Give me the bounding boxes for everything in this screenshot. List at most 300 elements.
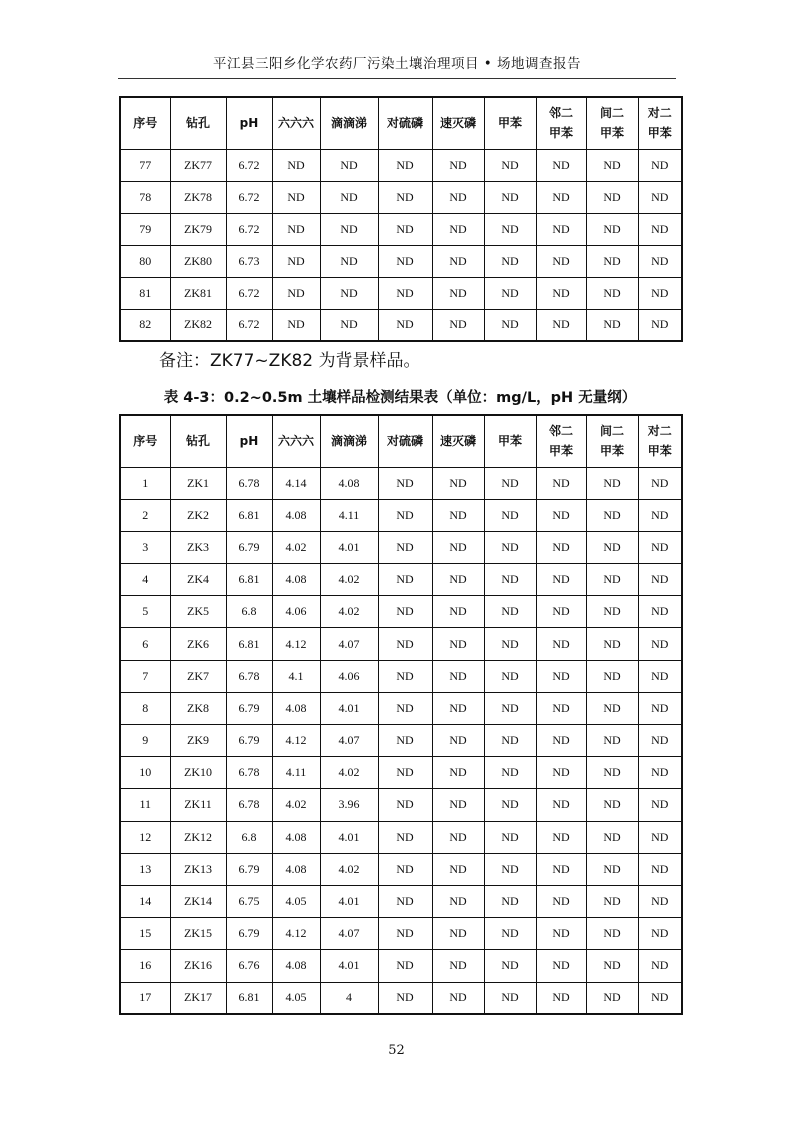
page-header: 平江县三阳乡化学农药厂污染土壤治理项目 • 场地调查报告 [212,56,582,72]
table-body [120,149,682,341]
table-cell: ND [536,277,586,309]
table-cell: ND [378,982,432,1014]
table-cell: ND [484,725,536,757]
table-cell: ND [586,628,638,660]
table-cell: ND [378,596,432,628]
table-cell: 4.07 [320,725,378,757]
table-cell: ND [378,853,432,885]
table-cell: ND [638,499,682,531]
table-cell: 4.12 [272,918,320,950]
table-cell: ND [484,950,536,982]
table-cell: ND [432,531,484,563]
table-cell: ND [432,725,484,757]
column-header: 六六六 [272,97,320,149]
table-cell: ND [586,531,638,563]
table-cell: 6.78 [226,660,272,692]
table-cell: ND [638,467,682,499]
table-cell: ZK1 [170,467,226,499]
table-cell: ND [378,181,432,213]
column-header: 序号 [120,415,170,467]
table-cell: ND [586,660,638,692]
table-cell: 6.72 [226,309,272,341]
table-cell: ND [320,149,378,181]
table-cell: ND [484,181,536,213]
table-cell: 81 [120,277,170,309]
table-cell: ZK17 [170,982,226,1014]
table-cell: 4 [120,564,170,596]
table-cell: ND [378,660,432,692]
table-cell: ND [536,467,586,499]
table-cell: ND [586,467,638,499]
table-cell: 9 [120,725,170,757]
table-row [120,982,682,1014]
table-body [120,467,682,1014]
table-cell: 4.11 [320,499,378,531]
column-header: 钻孔 [170,415,226,467]
table-cell: ND [536,692,586,724]
table-cell: 4.01 [320,821,378,853]
table-cell: ND [638,821,682,853]
table-cell: 6.8 [226,821,272,853]
table-cell: ND [484,692,536,724]
table-cell: ND [378,885,432,917]
table-cell: 6.72 [226,277,272,309]
table-row [120,596,682,628]
table-cell: ND [586,789,638,821]
table-cell: ZK11 [170,789,226,821]
column-header: 对硫磷 [378,415,432,467]
table-cell: ND [320,213,378,245]
table-cell: ND [536,309,586,341]
table-cell: 4.11 [272,757,320,789]
results-table-4-3 [119,414,683,1015]
table-cell: ND [536,213,586,245]
table-cell: ND [320,181,378,213]
table-cell: 6.79 [226,725,272,757]
table-row [120,757,682,789]
table-cell: ZK9 [170,725,226,757]
table-cell: ND [536,918,586,950]
table-cell: ND [586,821,638,853]
table-cell: ND [432,564,484,596]
column-header: 甲苯 [484,97,536,149]
table-cell: ND [536,564,586,596]
table-cell: ND [586,596,638,628]
table-cell: 6.78 [226,789,272,821]
table-cell: ND [586,245,638,277]
table-cell: ND [586,149,638,181]
table-cell: 79 [120,213,170,245]
column-header: pH [226,97,272,149]
table-cell: ND [638,564,682,596]
column-header: 六六六 [272,415,320,467]
table-cell: ZK14 [170,885,226,917]
table-cell: ND [586,564,638,596]
table-row [120,277,682,309]
table-cell: ND [378,789,432,821]
column-header: 邻二 甲苯 [536,415,586,467]
table-row [120,213,682,245]
table-cell: 6.79 [226,918,272,950]
table-cell: ND [586,853,638,885]
table-cell: ND [378,213,432,245]
table-cell: 6.81 [226,628,272,660]
table-cell: ND [586,885,638,917]
table-cell: 4.12 [272,725,320,757]
table-cell: 6.79 [226,853,272,885]
column-header: 速灭磷 [432,97,484,149]
table-cell: ND [638,692,682,724]
table-cell: ND [536,725,586,757]
table-cell: 4.05 [272,982,320,1014]
table-cell: ND [378,628,432,660]
table-cell: 6.75 [226,885,272,917]
table-cell: ND [638,213,682,245]
table-cell: ND [432,596,484,628]
table-cell: ZK15 [170,918,226,950]
table-cell: 4.01 [320,692,378,724]
table-cell: ND [378,531,432,563]
table-cell: ND [638,853,682,885]
table-cell: 3 [120,531,170,563]
table-cell: 16 [120,950,170,982]
table-row [120,853,682,885]
table-cell: ND [484,660,536,692]
table-cell: 6.78 [226,467,272,499]
table-cell: ND [638,277,682,309]
table-cell: ND [586,213,638,245]
table-cell: ZK6 [170,628,226,660]
table-cell: ND [272,181,320,213]
table-cell: ND [586,499,638,531]
table-cell: ND [536,853,586,885]
table-cell: ND [484,757,536,789]
table-cell: ND [272,213,320,245]
table-cell: ND [272,309,320,341]
table-cell: 7 [120,660,170,692]
table-cell: ND [638,660,682,692]
table-cell: 6.78 [226,757,272,789]
table-cell: 6.72 [226,181,272,213]
table-cell: ND [536,245,586,277]
table-cell: ND [586,277,638,309]
table-cell: ND [432,660,484,692]
table-cell: ND [638,309,682,341]
table-cell: 4.02 [272,789,320,821]
table-cell: 4.01 [320,885,378,917]
table-row [120,149,682,181]
table-row [120,725,682,757]
table-cell: ZK10 [170,757,226,789]
table-cell: 77 [120,149,170,181]
table-cell: 6.79 [226,531,272,563]
table-cell: ND [484,789,536,821]
table-cell: ND [536,628,586,660]
table-cell: ND [586,309,638,341]
table-cell: ZK79 [170,213,226,245]
table-cell: ZK4 [170,564,226,596]
table-cell: ND [484,918,536,950]
table-cell: ND [378,821,432,853]
table-cell: ND [536,531,586,563]
table-row [120,821,682,853]
table-cell: 5 [120,596,170,628]
table-cell: ND [272,277,320,309]
table-cell: 4.08 [272,853,320,885]
table-cell: ND [432,918,484,950]
table-cell: ND [484,309,536,341]
table-row [120,531,682,563]
table-cell: ND [586,692,638,724]
table-cell: ND [432,277,484,309]
table-cell: 4.02 [320,596,378,628]
table-cell: 15 [120,918,170,950]
table-cell: ND [432,757,484,789]
table-cell: ZK13 [170,853,226,885]
table-cell: 4.05 [272,885,320,917]
table-cell: 6.72 [226,213,272,245]
table-cell: ND [638,181,682,213]
table-cell: ND [484,821,536,853]
table-cell: ZK78 [170,181,226,213]
table-cell: 17 [120,982,170,1014]
table-row [120,918,682,950]
table-cell: ND [536,181,586,213]
table-cell: ND [638,982,682,1014]
table-cell: ZK82 [170,309,226,341]
table-cell: ND [536,789,586,821]
table-cell: ND [638,149,682,181]
table-cell: ND [432,628,484,660]
table-cell: 4.14 [272,467,320,499]
column-header: 钻孔 [170,97,226,149]
column-header: 间二 甲苯 [586,415,638,467]
table-cell: ZK3 [170,531,226,563]
table-cell: ND [378,277,432,309]
column-header: 间二 甲苯 [586,97,638,149]
table-cell: ND [432,692,484,724]
table-cell: ND [484,982,536,1014]
table-cell: ND [432,789,484,821]
table-cell: ZK2 [170,499,226,531]
table-cell: 6.76 [226,950,272,982]
table-cell: 1 [120,467,170,499]
table-cell: ND [536,660,586,692]
table-cell: 80 [120,245,170,277]
table-cell: ND [536,821,586,853]
table-cell: 4 [320,982,378,1014]
table-cell: ZK16 [170,950,226,982]
table-cell: 4.07 [320,918,378,950]
table-cell: 6.8 [226,596,272,628]
table-cell: ND [378,499,432,531]
table-cell: 82 [120,309,170,341]
table-cell: 6.73 [226,245,272,277]
column-header: 滴滴涕 [320,97,378,149]
table-cell: ND [484,499,536,531]
column-header: 甲苯 [484,415,536,467]
table-cell: 4.08 [272,564,320,596]
table-row [120,950,682,982]
column-header: 序号 [120,97,170,149]
table-cell: 6.81 [226,499,272,531]
table-cell: 4.08 [272,950,320,982]
table-cell: ND [272,149,320,181]
table-cell: 4.07 [320,628,378,660]
table-cell: ND [320,309,378,341]
table-cell: ND [484,564,536,596]
table-cell: ZK80 [170,245,226,277]
table-cell: ND [484,853,536,885]
table-cell: 4.01 [320,531,378,563]
table-cell: ND [378,757,432,789]
table-cell: ND [484,596,536,628]
table-cell: ND [378,564,432,596]
table-cell: ND [320,245,378,277]
table-cell: 4.08 [272,821,320,853]
page-number: 52 [388,1043,405,1058]
table-cell: 4.1 [272,660,320,692]
table-cell: ND [586,725,638,757]
table-cell: ND [484,628,536,660]
table-cell: ND [484,277,536,309]
table-cell: 4.02 [320,564,378,596]
table-cell: ND [484,245,536,277]
table-cell: ND [484,149,536,181]
table-cell: 78 [120,181,170,213]
table-row [120,564,682,596]
table-cell: ZK77 [170,149,226,181]
table-row [120,467,682,499]
table-row [120,628,682,660]
table-cell: ND [432,467,484,499]
table-cell: ND [432,181,484,213]
table-header-row [120,415,682,467]
column-header: pH [226,415,272,467]
table-cell: 4.02 [320,853,378,885]
column-header: 滴滴涕 [320,415,378,467]
table-cell: ND [536,596,586,628]
table-cell: ND [432,821,484,853]
table-cell: 3.96 [320,789,378,821]
table-cell: ND [378,918,432,950]
table-cell: ZK7 [170,660,226,692]
table-cell: ND [432,149,484,181]
column-header: 对二 甲苯 [638,97,682,149]
column-header: 对二 甲苯 [638,415,682,467]
table-cell: ND [638,628,682,660]
table-cell: 4.02 [272,531,320,563]
table-cell: ND [378,692,432,724]
table-cell: 14 [120,885,170,917]
table-cell: 4.12 [272,628,320,660]
table-cell: ND [638,950,682,982]
table-cell: ND [536,950,586,982]
table-cell: 8 [120,692,170,724]
table-cell: ND [586,950,638,982]
table-cell: ND [586,982,638,1014]
table-note: 备注：ZK77~ZK82 为背景样品。 [159,351,421,371]
table-cell: ND [432,853,484,885]
table-cell: 10 [120,757,170,789]
table-cell: ND [638,725,682,757]
table-cell: ND [638,596,682,628]
table-cell: 4.01 [320,950,378,982]
table-cell: ZK12 [170,821,226,853]
table-cell: ND [272,245,320,277]
table-cell: 4.08 [320,467,378,499]
table-cell: ND [586,918,638,950]
table-cell: 11 [120,789,170,821]
table-cell: ND [378,725,432,757]
table-cell: ND [536,499,586,531]
table-cell: 6.72 [226,149,272,181]
table-row [120,885,682,917]
column-header: 邻二 甲苯 [536,97,586,149]
table-header-row [120,97,682,149]
table-cell: ND [432,885,484,917]
table-cell: ND [638,885,682,917]
column-header: 速灭磷 [432,415,484,467]
column-header: 对硫磷 [378,97,432,149]
table-cell: ND [378,950,432,982]
table-row [120,660,682,692]
table-cell: ND [638,757,682,789]
table-cell: ZK8 [170,692,226,724]
table-cell: ND [638,245,682,277]
table-cell: ND [638,789,682,821]
table-cell: ND [432,213,484,245]
table-cell: 4.02 [320,757,378,789]
table-cell: 4.06 [272,596,320,628]
table-cell: 6.81 [226,564,272,596]
table-row [120,181,682,213]
table-cell: ND [536,149,586,181]
table-cell: ND [378,467,432,499]
table-cell: ND [378,309,432,341]
table-cell: ZK5 [170,596,226,628]
table-cell: ND [432,982,484,1014]
table-cell: ND [638,531,682,563]
table-cell: ND [378,149,432,181]
table-cell: ND [432,309,484,341]
table-cell: ND [432,950,484,982]
table-cell: ND [586,757,638,789]
table-cell: 6 [120,628,170,660]
table-row [120,692,682,724]
table-cell: 6.81 [226,982,272,1014]
table-row [120,309,682,341]
table-cell: ND [638,918,682,950]
table-cell: 4.08 [272,692,320,724]
table-row [120,789,682,821]
table-cell: 4.06 [320,660,378,692]
table-row [120,245,682,277]
table-cell: ND [536,757,586,789]
table-cell: 12 [120,821,170,853]
header-divider [118,78,676,79]
results-table-continued [119,96,683,342]
table-cell: ND [484,213,536,245]
table-cell: ND [536,885,586,917]
table-cell: ND [320,277,378,309]
table-cell: ND [484,885,536,917]
table-cell: ND [484,531,536,563]
table-row [120,499,682,531]
table-cell: ND [432,245,484,277]
table-cell: ND [536,982,586,1014]
table-cell: 2 [120,499,170,531]
